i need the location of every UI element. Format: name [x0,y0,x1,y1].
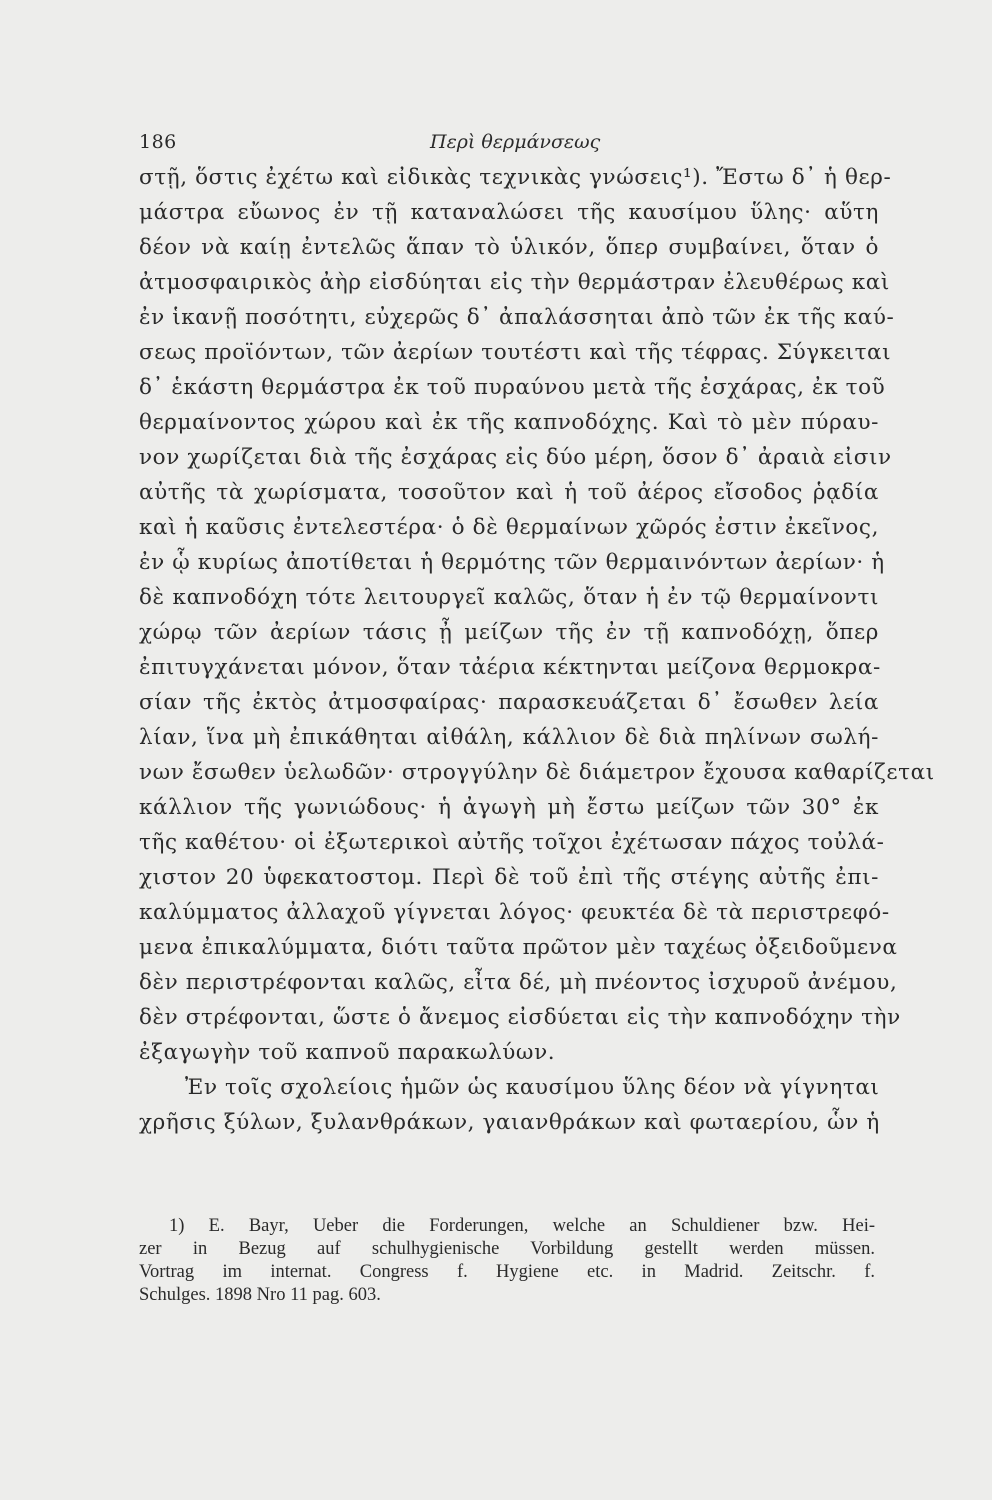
footnote-line: 1) E. Bayr, Ueber die Forderungen, welche an Schuldiener bzw. Hei- [169,1216,875,1236]
body-line: χιστον 20 ὑφεκατοστομ. Περὶ δὲ τοῦ ἐπὶ τῆς στέγης αὐτῆς ἐπι- [139,865,879,890]
body-line: ἐξαγωγὴν τοῦ καπνοῦ παρακωλύων. [139,1040,556,1065]
body-line: νων ἔσωθεν ὑελωδῶν· στρογγύλην δὲ διάμετρον ἔχουσα καθαρίζεται [139,760,935,785]
body-line: ἐν ἱκανῇ ποσότητι, εὐχερῶς δ᾽ ἀπαλάσσηται ἀπὸ τῶν ἐκ τῆς καύ- [139,305,895,330]
body-line: δέον νὰ καίῃ ἐντελῶς ἅπαν τὸ ὑλικόν, ὅπερ συμβαίνει, ὅταν ὁ [139,235,879,260]
body-line: σεως προϊόντων, τῶν ἀερίων τουτέστι καὶ τῆς τέφρας. Σύγκειται [139,340,892,365]
body-line: δὲ καπνοδόχη τότε λειτουργεῖ καλῶς, ὅταν ἡ ἐν τῷ θερμαίνοντι [139,585,879,610]
body-line: στῇ, ὅστις ἐχέτω καὶ εἰδικὰς τεχνικὰς γνώσεις¹). Ἔστω δ᾽ ἡ θερ- [139,165,892,190]
body-line: δ᾽ ἑκάστη θερμάστρα ἐκ τοῦ πυραύνου μετὰ τῆς ἐσχάρας, ἐκ τοῦ [139,375,886,400]
page-number: 186 [139,131,177,153]
body-line: δὲν στρέφονται, ὥστε ὁ ἄνεμος εἰσδύεται εἰς τὴν καπνοδόχην τὴν [139,1005,901,1030]
body-text [139,160,935,1140]
body-line: θερμαίνοντος χώρου καὶ ἐκ τῆς καπνοδόχης. Καὶ τὸ μὲν πύραυ- [139,410,879,435]
body-line: σίαν τῆς ἐκτὸς ἀτμοσφαίρας· παρασκευάζεται δ᾽ ἔσωθεν λεία [139,690,879,715]
body-line: νον χωρίζεται διὰ τῆς ἐσχάρας εἰς δύο μέρη, ὅσον δ᾽ ἀραιὰ εἰσιν [139,445,892,470]
footnote-line: Schulges. 1898 Nro 11 pag. 603. [139,1285,381,1305]
body-line: χρῆσις ξύλων, ξυλανθράκων, γαιανθράκων καὶ φωταερίου, ὧν ἡ [139,1110,880,1135]
footnote-line: zer in Bezug auf schulhygienische Vorbildung gestellt werden müssen. [139,1239,875,1259]
body-line: ἀτμοσφαιρικὸς ἀὴρ εἰσδύηται εἰς τὴν θερμάστραν ἐλευθέρως καὶ [139,270,890,295]
body-line: ἐπιτυγχάνεται μόνον, ὅταν τἀέρια κέκτηνται μείζονα θερμοκρα- [139,655,881,680]
body-line: καλύμματος ἀλλαχοῦ γίγνεται λόγος· φευκτέα δὲ τὰ περιστρεφό- [139,900,890,925]
body-line: ἐν ᾧ κυρίως ἀποτίθεται ἡ θερμότης τῶν θερμαινόντων ἀερίων· ἡ [139,550,885,575]
footnote [139,1215,875,1307]
body-line: δὲν περιστρέφονται καλῶς, εἶτα δέ, μὴ πνέοντος ἰσχυροῦ ἀνέμου, [139,970,898,995]
footnote-line: Vortrag im internat. Congress f. Hygiene etc. in Madrid. Zeitschr. f. [139,1262,875,1282]
body-line: χώρῳ τῶν ἀερίων τάσις ᾖ μείζων τῆς ἐν τῇ καπνοδόχῃ, ὅπερ [139,620,879,645]
body-line: τῆς καθέτου· οἱ ἐξωτερικοὶ αὐτῆς τοῖχοι ἐχέτωσαν πάχος τοὐλά- [139,830,885,855]
running-title: Περὶ θερμάνσεως [430,131,601,153]
body-line: καὶ ἡ καῦσις ἐντελεστέρα· ὁ δὲ θερμαίνων χῶρός ἐστιν ἐκεῖνος, [139,515,879,540]
body-line: κάλλιον τῆς γωνιώδους· ἡ ἀγωγὴ μὴ ἔστω μείζων τῶν 30° ἐκ [139,795,879,820]
body-line: Ἐν τοῖς σχολείοις ἡμῶν ὡς καυσίμου ὕλης δέον νὰ γίγνηται [185,1075,880,1100]
body-line: λίαν, ἵνα μὴ ἐπικάθηται αἰθάλη, κάλλιον δὲ διὰ πηλίνων σωλή- [139,725,879,750]
body-line: αὐτῆς τὰ χωρίσματα, τοσοῦτον καὶ ἡ τοῦ ἀέρος εἴσοδος ῥᾳδία [139,480,879,505]
body-line: μάστρα εὔωνος ἐν τῇ καταναλώσει τῆς καυσίμου ὕλης· αὕτη [139,200,879,225]
body-line: μενα ἐπικαλύμματα, διότι ταῦτα πρῶτον μὲν ταχέως ὀξειδοῦμενα [139,935,898,960]
